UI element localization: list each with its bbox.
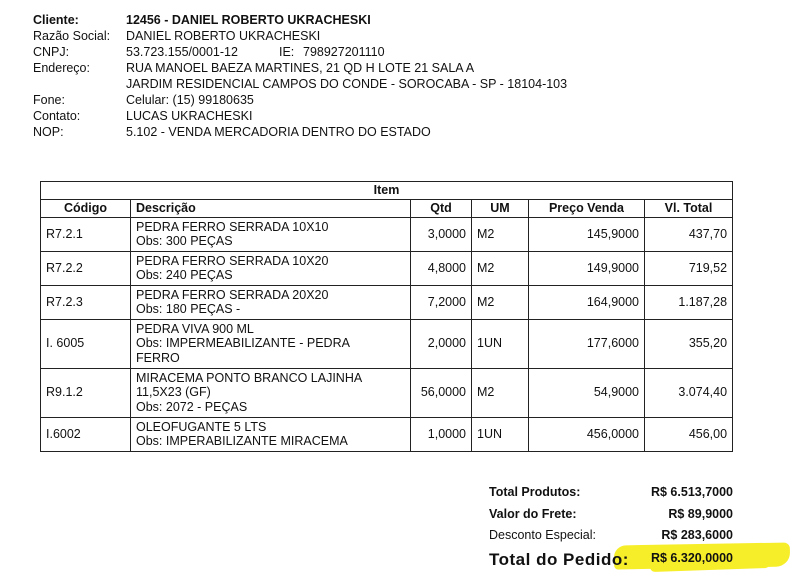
table-row (41, 285, 733, 319)
cell-descricao (131, 251, 411, 285)
desconto-especial-label: Desconto Especial: (489, 528, 597, 542)
cell-um: M2 (472, 217, 529, 251)
cell-descricao (131, 319, 411, 368)
cell-total: 355,20 (645, 319, 733, 368)
cell-um: M2 (472, 368, 529, 417)
table-title: Item (41, 182, 733, 200)
descricao-line: Obs: 2072 - PEÇAS (136, 399, 248, 414)
contato-label: Contato: (33, 109, 81, 123)
cell-codigo: R7.2.1 (41, 217, 131, 251)
total-pedido-label: Total do Pedido: (489, 550, 629, 569)
cell-preco: 177,6000 (529, 319, 645, 368)
cell-um: 1UN (472, 319, 529, 368)
cell-qtd: 4,8000 (411, 251, 472, 285)
table-row (41, 417, 733, 451)
cliente-label: Cliente: (33, 13, 79, 27)
contato-value: LUCAS UKRACHESKI (126, 109, 253, 123)
cell-qtd: 3,0000 (411, 217, 472, 251)
descricao-line: Obs: 240 PEÇAS (136, 268, 233, 282)
descricao-line: Obs: IMPERABILIZANTE MIRACEMA (136, 434, 348, 448)
cell-codigo: I. 6005 (41, 319, 131, 368)
descricao-line: PEDRA FERRO SERRADA 20X20 (136, 287, 329, 302)
cell-total: 3.074,40 (645, 368, 733, 417)
col-header-um: UM (472, 200, 529, 218)
cell-descricao (131, 217, 411, 251)
col-header-qtd: Qtd (411, 200, 472, 218)
descricao-line: PEDRA FERRO SERRADA 10X20 (136, 253, 329, 268)
cell-preco: 54,9000 (529, 368, 645, 417)
cell-descricao (131, 285, 411, 319)
endereco-line2: JARDIM RESIDENCIAL CAMPOS DO CONDE - SOROCABA - SP - 18104-103 (126, 77, 568, 91)
cell-preco: 145,9000 (529, 217, 645, 251)
razao-social-value: DANIEL ROBERTO UKRACHESKI (126, 29, 321, 43)
cell-codigo: I.6002 (41, 417, 131, 451)
cnpj-value: 53.723.155/0001-12 (126, 45, 238, 59)
cell-qtd: 1,0000 (411, 417, 472, 451)
table-row (41, 217, 733, 251)
desconto-especial-value: R$ 283,6000 (661, 528, 733, 542)
descricao-line: Obs: 300 PEÇAS (136, 234, 233, 248)
ie-label: IE: (279, 45, 295, 59)
cell-um: 1UN (472, 417, 529, 451)
items-table (40, 181, 733, 452)
col-header-preco-venda: Preço Venda (529, 200, 645, 218)
descricao-line: PEDRA FERRO SERRADA 10X10 (136, 219, 329, 234)
descricao-line: PEDRA VIVA 900 ML (136, 321, 254, 336)
cell-codigo: R7.2.2 (41, 251, 131, 285)
descricao-line: FERRO (136, 350, 180, 365)
cell-um: M2 (472, 285, 529, 319)
cell-preco: 164,9000 (529, 285, 645, 319)
col-header-codigo: Código (41, 200, 131, 218)
cell-qtd: 7,2000 (411, 285, 472, 319)
cell-preco: 456,0000 (529, 417, 645, 451)
razao-social-label: Razão Social: (33, 29, 111, 43)
descricao-line: MIRACEMA PONTO BRANCO LAJINHA (136, 370, 363, 385)
table-row (41, 251, 733, 285)
cell-preco: 149,9000 (529, 251, 645, 285)
cell-descricao (131, 368, 411, 417)
cell-total: 456,00 (645, 417, 733, 451)
fone-label: Fone: (33, 93, 65, 107)
descricao-line: Obs: IMPERMEABILIZANTE - PEDRA (136, 336, 350, 351)
ie-value: 798927201110 (303, 45, 385, 59)
cell-descricao (131, 417, 411, 451)
valor-frete-value: R$ 89,9000 (668, 507, 733, 521)
table-row (41, 319, 733, 368)
descricao-line: OLEOFUGANTE 5 LTS (136, 419, 267, 434)
cliente-value: 12456 - DANIEL ROBERTO UKRACHESKI (126, 13, 371, 27)
fone-value: Celular: (15) 99180635 (126, 93, 254, 107)
table-header-row (41, 200, 733, 218)
table-row (41, 368, 733, 417)
cnpj-label: CNPJ: (33, 45, 70, 59)
table-title-row (41, 182, 733, 200)
cell-total: 437,70 (645, 217, 733, 251)
nop-label: NOP: (33, 125, 64, 139)
cell-qtd: 56,0000 (411, 368, 472, 417)
valor-frete-label: Valor do Frete: (489, 507, 577, 521)
col-header-vl-total: Vl. Total (645, 200, 733, 218)
cell-um: M2 (472, 251, 529, 285)
total-produtos-value: R$ 6.513,7000 (650, 485, 733, 499)
cell-codigo: R9.1.2 (41, 368, 131, 417)
cell-codigo: R7.2.3 (41, 285, 131, 319)
endereco-line1: RUA MANOEL BAEZA MARTINES, 21 QD H LOTE 21 SALA A (126, 61, 475, 75)
cell-total: 1.187,28 (645, 285, 733, 319)
col-header-descricao: Descrição (131, 200, 411, 218)
descricao-line: Obs: 180 PEÇAS - (136, 302, 241, 316)
nop-value: 5.102 - VENDA MERCADORIA DENTRO DO ESTADO (126, 125, 431, 139)
cell-total: 719,52 (645, 251, 733, 285)
total-produtos-label: Total Produtos: (489, 485, 581, 499)
descricao-line: 11,5X23 (GF) (136, 385, 211, 400)
cell-qtd: 2,0000 (411, 319, 472, 368)
endereco-label: Endereço: (33, 61, 90, 75)
total-pedido-value: R$ 6.320,0000 (650, 551, 733, 565)
